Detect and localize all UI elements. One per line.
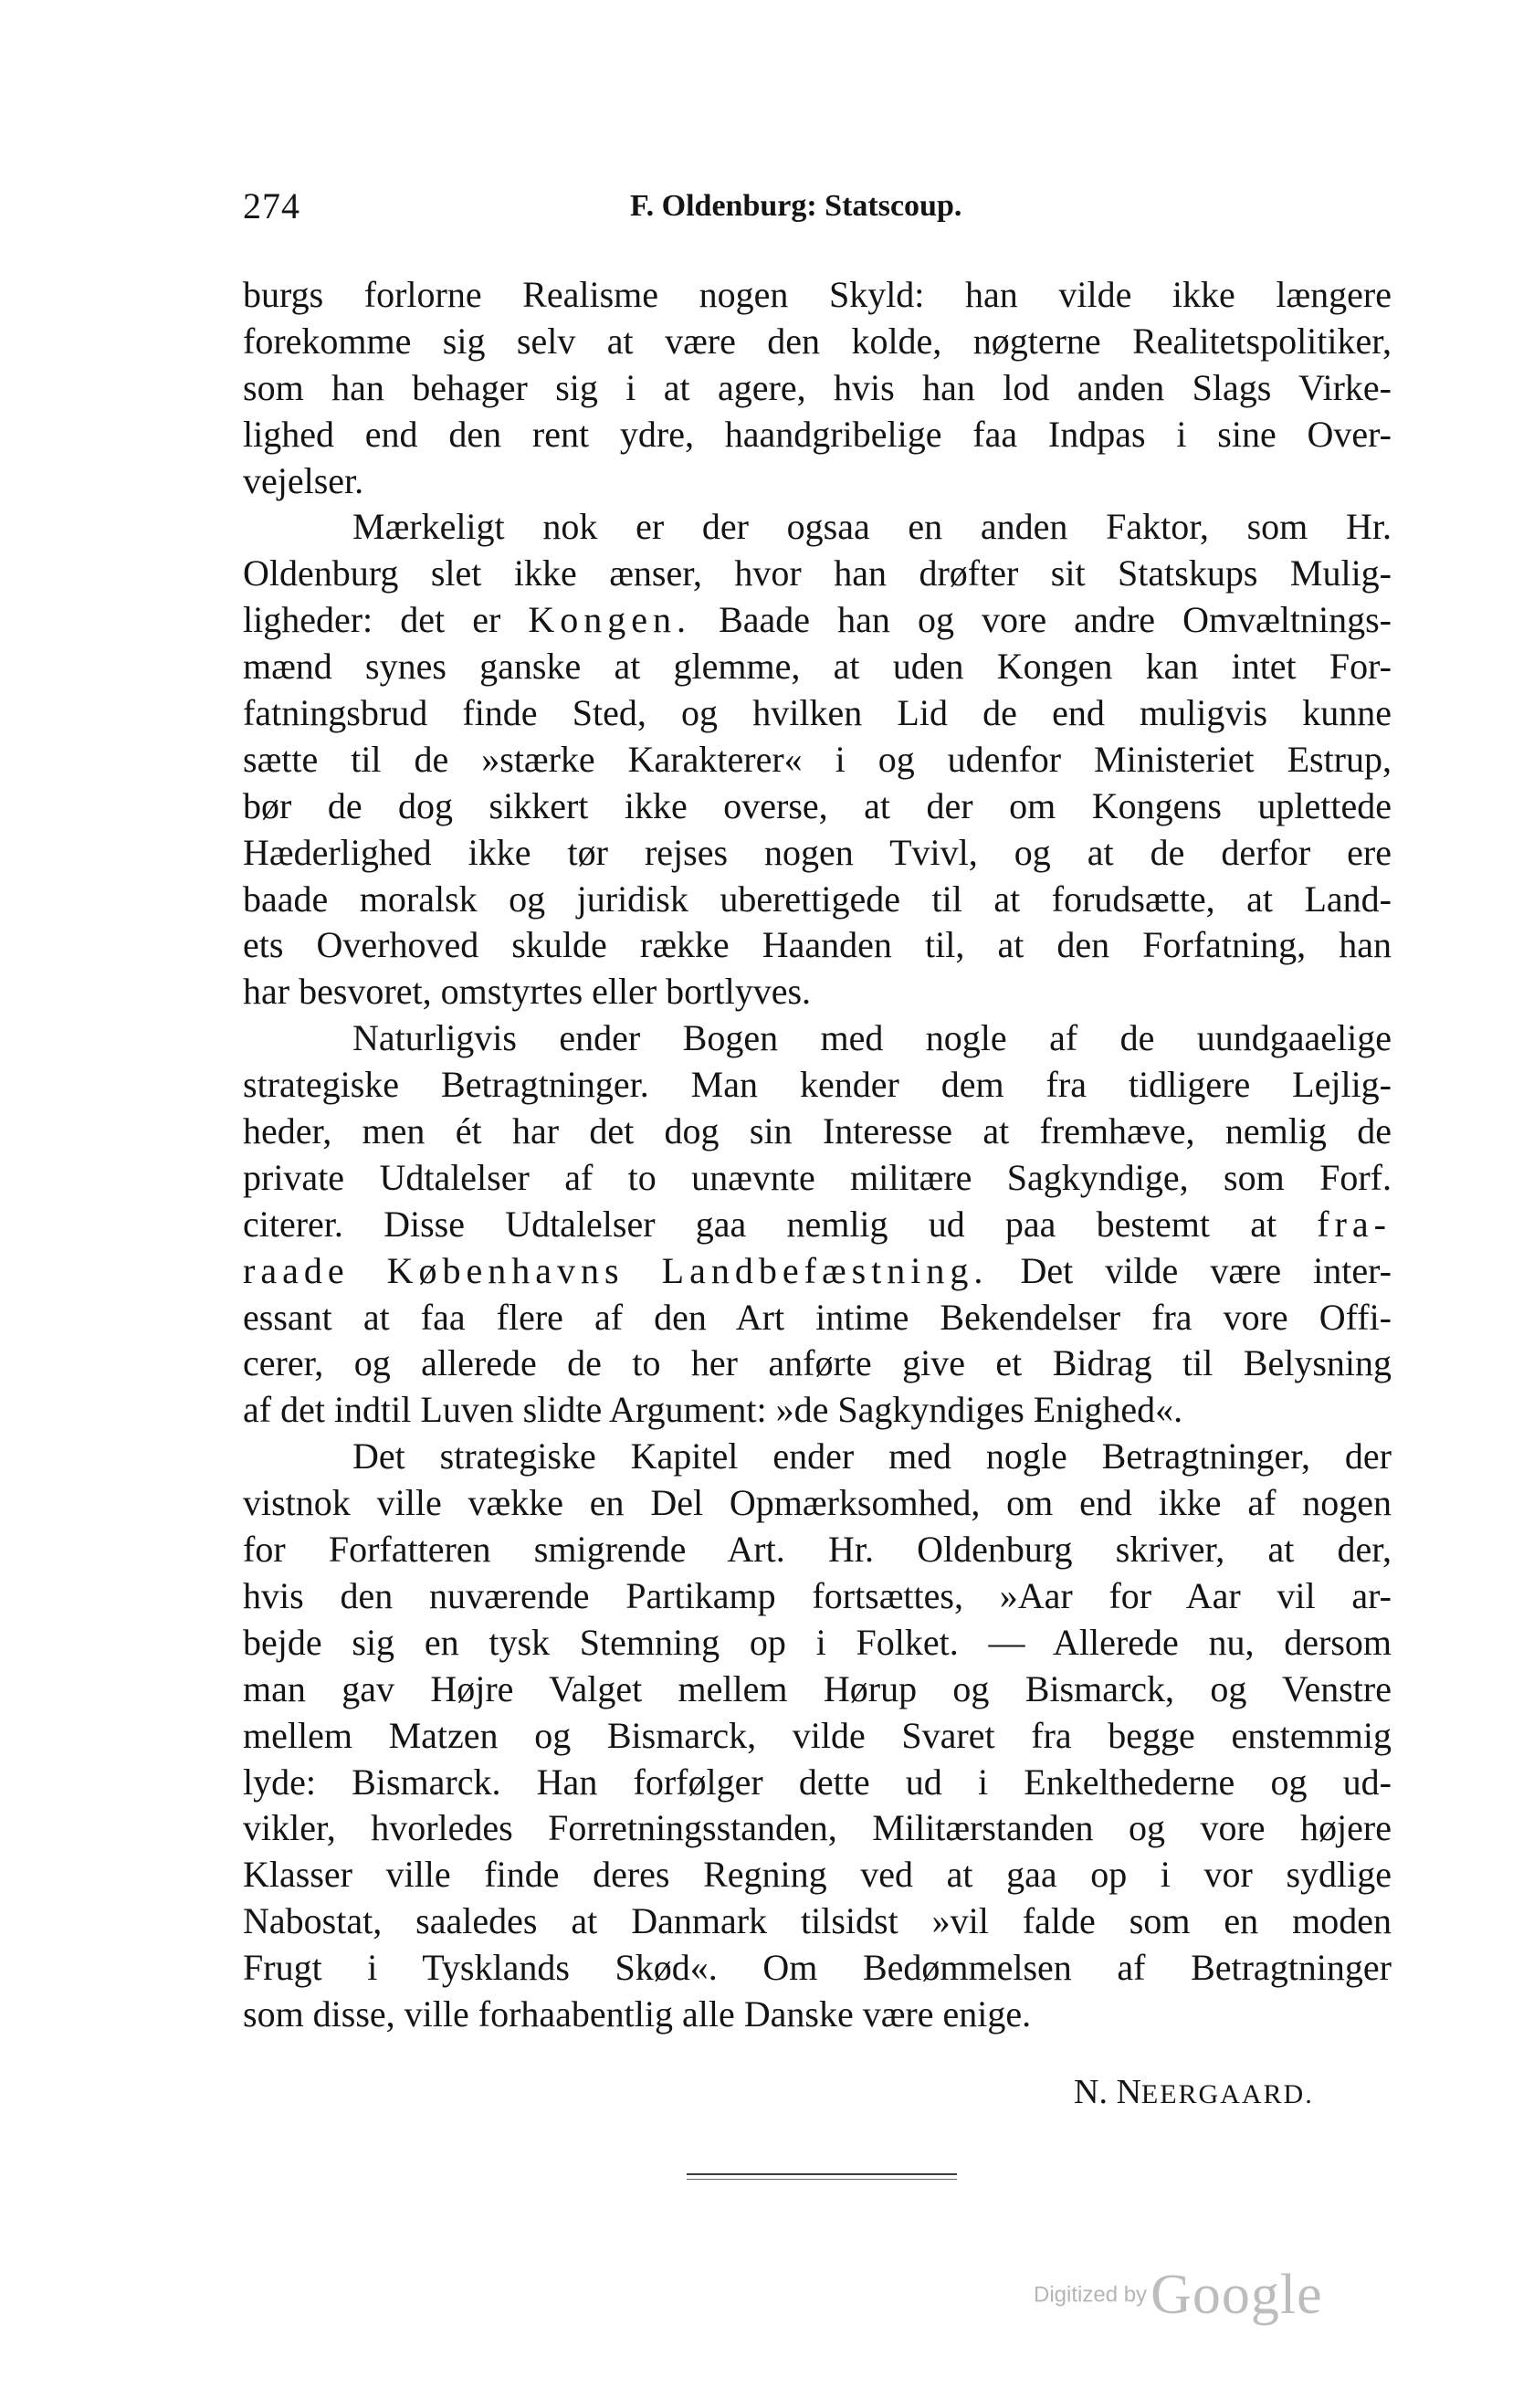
text-line: vejelser. <box>243 459 364 501</box>
text-line: baade moralsk og juridisk uberettigede til at forudsætte, at Land- <box>243 878 1392 920</box>
text-line: bør de dog sikkert ikke overse, at der om Kongens uplettede <box>243 784 1392 826</box>
signature-small-caps: EERGAARD. <box>1140 2079 1314 2109</box>
end-rule <box>687 2173 957 2175</box>
text-line: lyde: Bismarck. Han forfølger dette ud i Enkelthederne og ud- <box>243 1761 1392 1803</box>
text-line: af det indtil Luven slidte Argument: »de Sagkyndiges Enighed«. <box>243 1389 1183 1431</box>
text-line: burgs forlorne Realisme nogen Skyld: han vilde ikke længere <box>243 274 1392 315</box>
text-line: man gav Højre Valget mellem Hørup og Bismarck, og Venstre <box>243 1667 1392 1709</box>
running-head: F. Oldenburg: Statscoup. <box>630 189 962 223</box>
text-line: vistnok ville vække en Del Opmærksomhed, om end ikke af nogen <box>243 1482 1392 1524</box>
text-line: forekomme sig selv at være den kolde, nøgterne Realitetspolitiker, <box>243 320 1392 362</box>
text-line: har besvoret, omstyrtes eller bortlyves. <box>243 971 812 1013</box>
text-line: Frugt i Tysklands Skød«. Om Bedømmelsen af Betragtninger <box>243 1947 1392 1989</box>
text-line: for Forfatteren smigrende Art. Hr. Oldenburg skriver, at der, <box>243 1529 1392 1571</box>
spaced-emphasis: fra- <box>1317 1203 1392 1245</box>
text-line: bejde sig en tysk Stemning op i Folket. — Allerede nu, dersom <box>243 1621 1392 1663</box>
text-line: cerer, og allerede de to her anførte give et Bidrag til Belysning <box>243 1342 1392 1384</box>
page-number: 274 <box>243 185 300 226</box>
spaced-emphasis: Kongen. <box>528 599 691 641</box>
end-rule-thin <box>687 2179 957 2180</box>
google-logo: Google <box>1150 2264 1323 2326</box>
text-line: private Udtalelser af to unævnte militære Sagkyndige, som Forf. <box>243 1156 1392 1198</box>
text-line: strategiske Betragtninger. Man kender dem fra tidligere Lejlig- <box>243 1064 1392 1106</box>
text-line: Nabostat, saaledes at Danmark tilsidst »vil falde som en moden <box>243 1900 1392 1942</box>
page-header <box>243 179 1384 234</box>
author-signature <box>1074 2069 1314 2118</box>
text-line: mellem Matzen og Bismarck, vilde Svaret fra begge enstemmig <box>243 1714 1392 1756</box>
text-line: som han behager sig i at agere, hvis han lod anden Slags Virke- <box>243 366 1392 408</box>
text-line: Mærkeligt nok er der ogsaa en anden Faktor, som Hr. <box>352 506 1392 548</box>
signature-initial: N. N <box>1074 2073 1141 2111</box>
text-line: heder, men ét har det dog sin Interesse at fremhæve, nemlig de <box>243 1110 1392 1152</box>
text-line: Det strategiske Kapitel ender med nogle Betragtninger, der <box>352 1435 1392 1477</box>
text-line: Naturligvis ender Bogen med nogle af de uundgaaelige <box>352 1017 1392 1059</box>
text-line <box>243 597 1392 644</box>
text-line: lighed end den rent ydre, haandgribelige faa Indpas i sine Over- <box>243 413 1392 455</box>
text-line: vikler, hvorledes Forretningsstanden, Militærstanden og vore højere <box>243 1807 1392 1849</box>
text-line: Hæderlighed ikke tør rejses nogen Tvivl, og at de derfor ere <box>243 831 1392 873</box>
text-line: fatningsbrud finde Sted, og hvilken Lid de end muligvis kunne <box>243 692 1392 734</box>
text-line: Klasser ville finde deres Regning ved at gaa op i vor sydlige <box>243 1854 1392 1896</box>
text-line: mænd synes ganske at glemme, at uden Kongen kan intet For- <box>243 646 1392 688</box>
text-line: essant at faa flere af den Art intime Bekendelser fra vore Offi- <box>243 1296 1392 1338</box>
body-text <box>243 272 1392 2038</box>
watermark-prefix: Digitized by <box>1034 2282 1148 2308</box>
text-line: ets Overhoved skulde række Haanden til, at den Forfatning, han <box>243 924 1392 966</box>
text-line: Oldenburg slet ikke ænser, hvor han drøfter sit Statskups Mulig- <box>243 552 1392 594</box>
text-line <box>243 1248 1392 1295</box>
text-segment: Det vilde være inter- <box>988 1249 1392 1291</box>
spaced-emphasis: raade Københavns Landbefæstning. <box>243 1249 989 1291</box>
text-segment: ligheder: det er <box>243 599 529 641</box>
text-segment: citerer. Disse Udtalelser gaa nemlig ud paa bestemt at <box>243 1203 1318 1245</box>
text-line: hvis den nuværende Partikamp fortsættes, »Aar for Aar vil ar- <box>243 1574 1392 1616</box>
text-line: som disse, ville forhaabentlig alle Danske være enige. <box>243 1993 1032 2035</box>
digitized-watermark <box>1034 2263 1323 2328</box>
text-line <box>243 1202 1392 1248</box>
text-line: sætte til de »stærke Karakterer« i og udenfor Ministeriet Estrup, <box>243 738 1392 780</box>
text-segment: Baade han og vore andre Omvæltnings- <box>691 599 1392 641</box>
